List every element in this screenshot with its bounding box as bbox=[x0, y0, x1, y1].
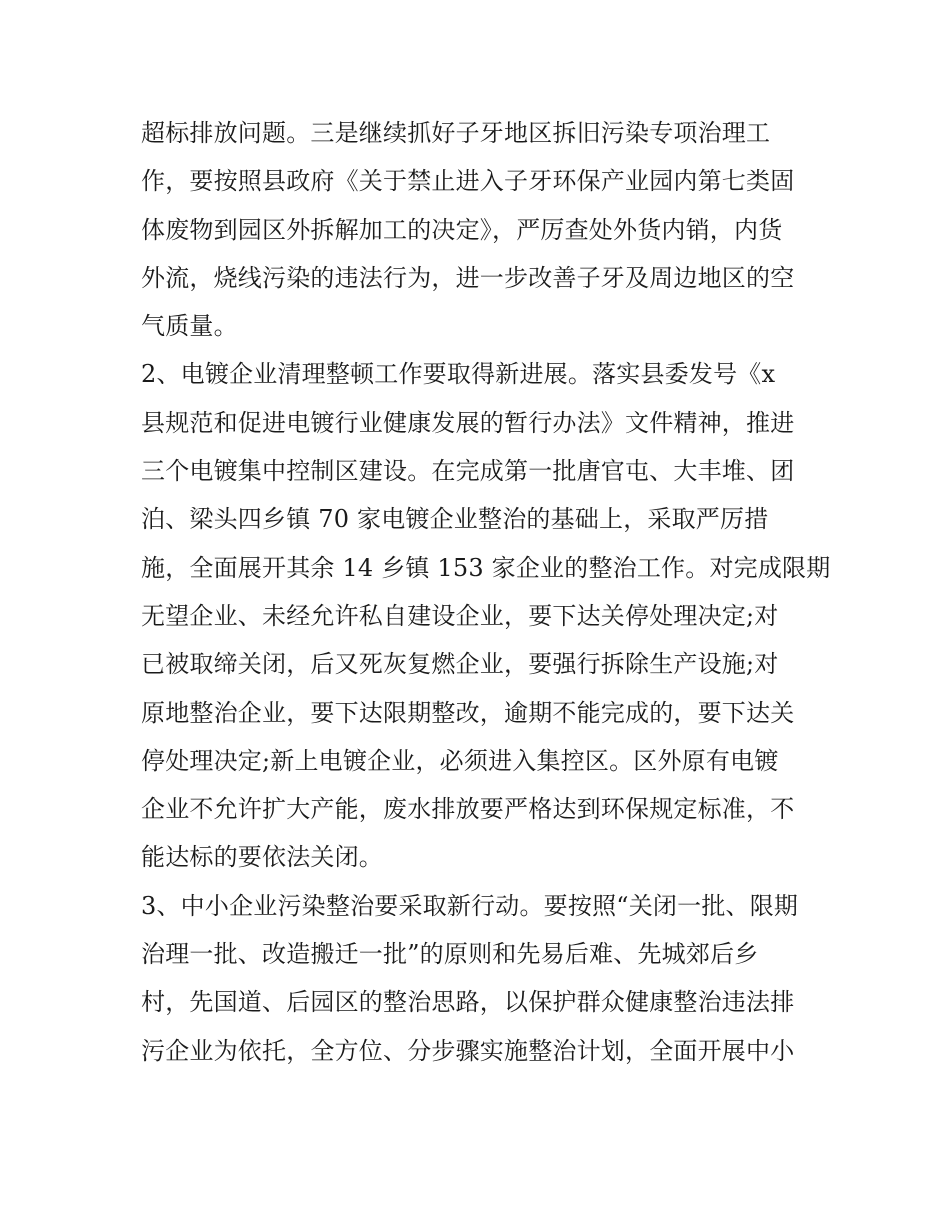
text-line: 污企业为依托，全方位、分步骤实施整治计划，全面开展中小 bbox=[141, 1036, 795, 1065]
text-line: 停处理决定;新上电镀企业，必须进入集控区。区外原有电镀 bbox=[141, 746, 779, 775]
text-line: 气质量。 bbox=[141, 312, 238, 341]
text-line: 超标排放问题。三是继续抓好子牙地区拆旧污染专项治理工 bbox=[141, 119, 771, 147]
text-line: 施，全面展开其余 14 乡镇 153 家企业的整治工作。对完成限期 bbox=[141, 553, 831, 582]
text-line: 3、中小企业污染整治要采取新行动。要按照“关闭一批、限期 bbox=[141, 891, 799, 920]
text-line: 外流，烧线污染的违法行为，进一步改善子牙及周边地区的空 bbox=[141, 263, 795, 292]
text-line: 治理一批、改造搬迁一批”的原则和先易后难、先城郊后乡 bbox=[141, 940, 759, 969]
text-line: 已被取缔关闭，后又死灰复燃企业，要强行拆除生产设施;对 bbox=[141, 650, 779, 679]
text-line: 企业不允许扩大产能，废水排放要严格达到环保规定标准，不 bbox=[141, 795, 795, 824]
text-line: 三个电镀集中控制区建设。在完成第一批唐官屯、大丰堆、团 bbox=[141, 457, 795, 486]
text-line: 泊、梁头四乡镇 70 家电镀企业整治的基础上，采取严厉措 bbox=[141, 505, 769, 534]
text-line: 原地整治企业，要下达限期整改，逾期不能完成的，要下达关 bbox=[141, 698, 795, 727]
document-body bbox=[141, 109, 831, 1075]
text-line: 村，先国道、后园区的整治思路，以保护群众健康整治违法排 bbox=[141, 988, 795, 1017]
text-line: 县规范和促进电镀行业健康发展的暂行办法》文件精神，推进 bbox=[141, 408, 795, 437]
text-line: 体废物到园区外拆解加工的决定》，严厉查处外货内销，内货 bbox=[141, 215, 783, 244]
text-line: 2、电镀企业清理整顿工作要取得新进展。落实县委发号《x bbox=[141, 360, 776, 389]
text-line: 无望企业、未经允许私自建设企业，要下达关停处理决定;对 bbox=[141, 601, 779, 630]
text-line: 能达标的要依法关闭。 bbox=[141, 843, 383, 872]
text-line: 作，要按照县政府《关于禁止进入子牙环保产业园内第七类固 bbox=[141, 167, 795, 196]
